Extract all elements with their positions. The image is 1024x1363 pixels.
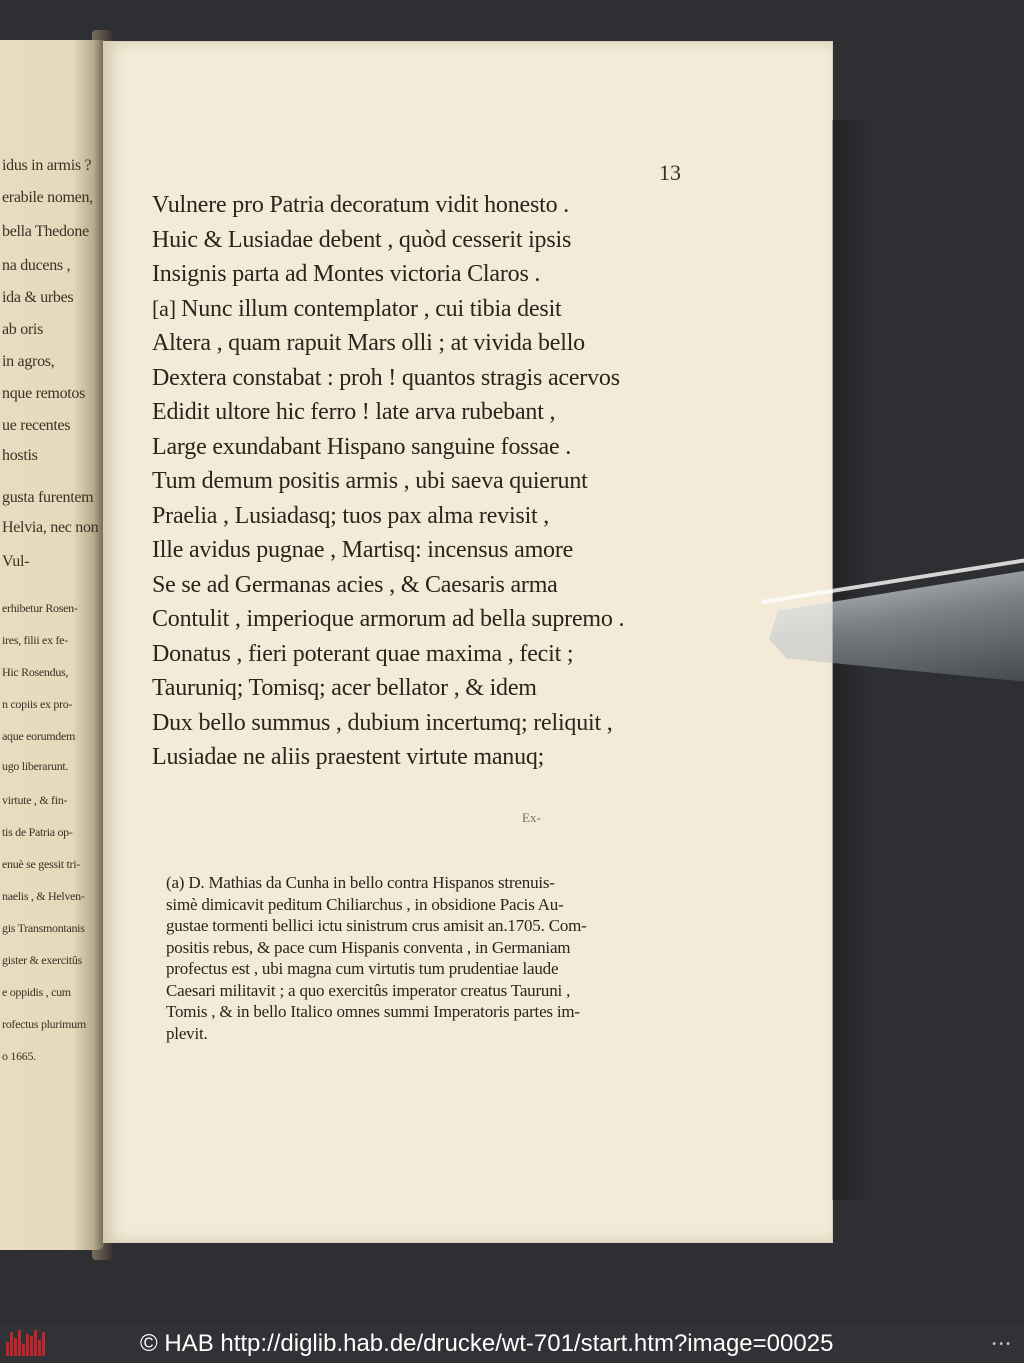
footer-bar — [0, 1322, 1024, 1363]
left-page-fragment: n copiis ex pro- — [2, 697, 73, 711]
left-page-fragment: bella Thedone — [2, 223, 89, 240]
footnote-line: Caesari militavit ; a quo exercitûs imperator creatus Tauruni , — [166, 980, 571, 1000]
footnote-line: plevit. — [166, 1023, 208, 1043]
left-page-fragment: e oppidis , cum — [2, 985, 71, 999]
left-page-fragment: Hic Rosendus, — [2, 665, 69, 679]
left-page-fragment: tis de Patria op- — [2, 825, 73, 839]
verse-line: Donatus , fieri poterant quae maxima , fecit ; — [152, 640, 574, 667]
logo-bar — [34, 1330, 37, 1356]
left-page-fragment: in agros, — [2, 353, 55, 370]
verse-line: Large exundabant Hispano sanguine fossae . — [152, 433, 572, 460]
left-page-fragment: nque remotos — [2, 385, 86, 402]
logo-bar — [42, 1332, 45, 1356]
logo-bar — [30, 1336, 33, 1356]
left-page-fragment: enuè se gessit tri- — [2, 857, 80, 871]
right-page — [104, 42, 832, 1242]
left-page-fragment: Helvia, nec non — [2, 519, 99, 536]
left-page — [0, 40, 104, 1250]
footnote-line: Tomis , & in bello Italico omnes summi Imperatoris partes im- — [166, 1002, 580, 1021]
more-dots-icon[interactable]: ••• — [991, 1339, 1012, 1350]
left-page-fragment: virtute , & fin- — [2, 793, 68, 807]
left-page-fragment: ab oris — [2, 321, 44, 338]
left-page-fragment: ires, filii ex fe- — [2, 633, 68, 647]
left-page-fragment: hostis — [2, 447, 38, 464]
footnote-line: positis rebus, & pace cum Hispanis conventa , in Germaniam — [166, 937, 571, 957]
left-page-fragment: ue recentes — [2, 417, 71, 434]
left-page-fragment: o 1665. — [2, 1049, 36, 1063]
logo-bar — [26, 1334, 29, 1356]
left-page-fragment: rofectus plurimum — [2, 1017, 86, 1031]
verse-block — [152, 188, 792, 775]
verse-line: Huic & Lusiadae debent , quòd cesserit ipsis — [152, 226, 572, 253]
verse-line: Dextera constabat : proh ! quantos stragis acervos — [152, 364, 620, 391]
left-page-fragment: na ducens , — [2, 257, 71, 274]
verse-line: Se se ad Germanas acies , & Caesaris arma — [152, 571, 558, 598]
verse-line: Lusiadae ne aliis praestent virtute manuq; — [152, 744, 545, 770]
footnote-line: simè dimicavit peditum Chiliarchus , in obsidione Pacis Au- — [166, 894, 564, 914]
left-page-fragment: idus in armis ? — [2, 157, 92, 174]
verse-line: Edidit ultore hic ferro ! late arva rubebant , — [152, 399, 556, 425]
verse-line: Insignis parta ad Montes victoria Claros . — [152, 261, 541, 287]
footnote-line: profectus est , ubi magna cum virtutis tum prudentiae laude — [166, 959, 559, 978]
left-page-fragment: Vul- — [2, 553, 30, 570]
left-page-fragment: erabile nomen, — [2, 189, 93, 206]
left-page-fragment: gis Transmontanis — [2, 921, 85, 935]
footnote — [166, 872, 726, 1044]
left-page-fragment: ida & urbes — [2, 289, 74, 306]
catchword: Ex- — [522, 810, 541, 825]
logo-bar — [38, 1340, 41, 1356]
footnote-line: (a) D. Mathias da Cunha in bello contra Hispanos strenuis- — [166, 873, 555, 892]
copyright-link[interactable]: © HAB http://diglib.hab.de/drucke/wt-701/start.htm?image=00025 — [140, 1330, 834, 1357]
verse-line: Praelia , Lusiadasq; tuos pax alma revisit , — [152, 502, 550, 529]
logo-bar — [18, 1330, 21, 1356]
left-page-fragment: aque eorumdem — [2, 729, 76, 743]
left-page-fragment: gister & exercitûs — [2, 953, 82, 967]
logo-bar — [22, 1344, 25, 1356]
left-page-fragment: gusta furentem — [2, 489, 94, 506]
logo-bar — [10, 1332, 13, 1356]
verse-line: Tum demum positis armis , ubi saeva quierunt — [152, 468, 588, 494]
footnote-marker: (a) — [166, 873, 189, 892]
logo-bar — [6, 1342, 9, 1356]
left-page-fragment: erhibetur Rosen- — [2, 601, 78, 615]
verse-line: Ille avidus pugnae , Martisq: incensus amore — [152, 537, 574, 563]
verse-line: Contulit , imperioque armorum ad bella supremo . — [152, 606, 625, 632]
page-number: 13 — [659, 160, 681, 185]
left-page-fragment: naelis , & Helven- — [2, 889, 85, 903]
left-page-fragment: ugo liberarunt. — [2, 759, 69, 773]
verse-line: Tauruniq; Tomisq; acer bellator , & idem — [152, 675, 537, 701]
verse-line: Altera , quam rapuit Mars olli ; at vivida bello — [152, 330, 585, 356]
verse-line: [a] Nunc illum contemplator , cui tibia desit — [152, 295, 562, 322]
logo-bar — [14, 1338, 17, 1356]
footnote-reference: [a] — [152, 295, 182, 321]
verse-line: Vulnere pro Patria decoratum vidit honesto . — [152, 192, 569, 218]
hab-barcode-logo-icon — [6, 1330, 46, 1356]
footnote-line: gustae tormenti bellici ictu sinistrum crus amisit an.1705. Com- — [166, 916, 587, 935]
verse-line: Dux bello summus , dubium incertumq; reliquit , — [152, 709, 613, 736]
